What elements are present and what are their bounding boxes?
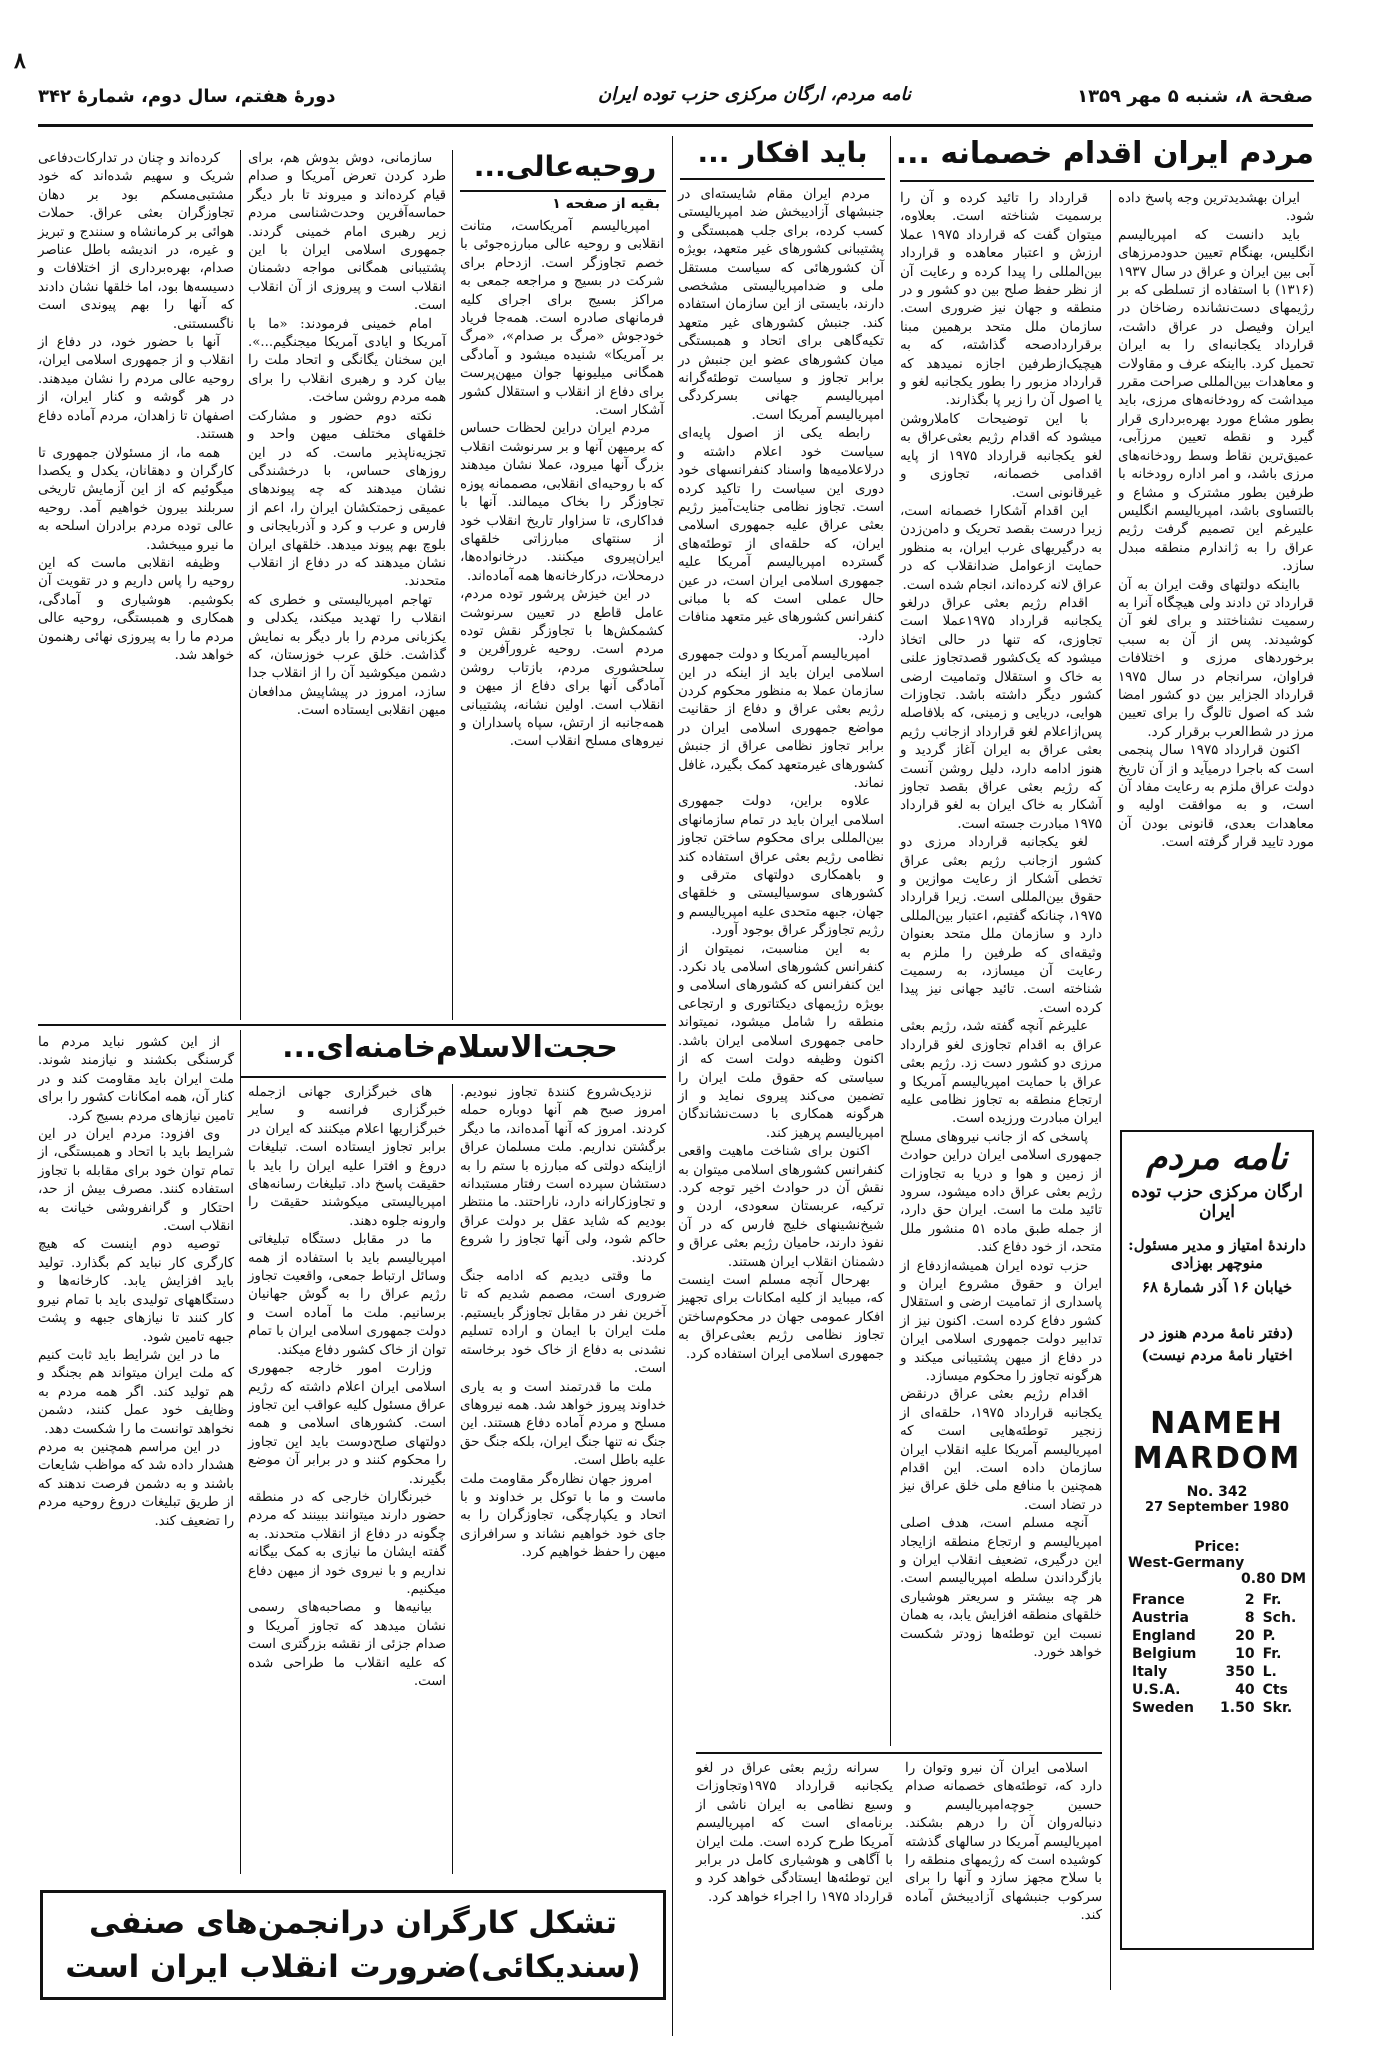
paragraph: حزب توده ایران همیشه‌ازدفاع از ایران و حقوق مشروع ایران و پاسداری از تمامیت ارضی و استقلال کشور دفاع کرده است. اکنون نیز از تدابیر دولت جمهوری اسلامی ایران در دفاع از میهن پشتیبانی میکند و هرگونه تجاوز را محکوم میسازد. <box>900 1258 1102 1384</box>
masthead-price-label: Price: <box>1194 1539 1240 1555</box>
price-country: England <box>1132 1628 1196 1644</box>
paragraph: بیانیه‌ها و مصاحبه‌های رسمی نشان میدهد که تجاوز آمریکا و صدام جزئی از نقشه بزرگتری است که علیه انقلاب ما طراحی شده است. <box>248 1600 446 1689</box>
paragraph: نکته دوم حضور و مشارکت خلقهای مختلف میهن واحد و تجزیه‌ناپذیر ماست. که در این روزهای حساس، با درخشندگی نشان میدهند که چه پیوندهای عمیقی زحمتکشان ایران را، اعم از فارس و عرب و کرد و آذربایجانی و بلوچ بهم پیوند میدهد. خلقهای ایران نشان میدهند که در دفاع از انقلاب متحدند. <box>248 408 446 590</box>
article-col-morale-2 <box>248 150 446 1018</box>
paragraph: امپریالیسم آمریکا و دولت جمهوری اسلامی ایران باید از اینکه در این سازمان عملا به منظور محکوم کردن رژیم بعثی عراق و دفاع از حقانیت مواضع جمهوری اسلامی ایران در برابر تجاوز نظامی عراق از جنبش کشورهای غیرمتعهد کمک بگیرد، غافل نماند. <box>678 647 884 791</box>
paragraph: ایران بهشدیدترین وجه پاسخ داده شود. <box>1118 191 1314 225</box>
paragraph: به این مناسبت، نمیتوان از کنفرانس کشورهای اسلامی یاد نکرد. این کنفرانس که کشورهای اسلامی و بویژه رژیمهای دیکتاتوری و ارتجاعی منطقه را شامل میشود، نمیتواند حامی جمهوری اسلامی ایران باشد. اکنون وظیفه دولت است که از سیاستی که حقوق ملت ایران را تضمین می‌کند پیروی نماید و از هرگونه همکاری با دست‌نشاندگان امپریالیسم پرهیز کند. <box>678 941 884 1141</box>
article-col-khamenei-2 <box>248 1084 446 1874</box>
section-rule <box>696 1752 1102 1754</box>
price-unit: Sch. <box>1262 1610 1297 1626</box>
column-divider <box>1110 190 1111 1990</box>
paragraph: علاوه براین، دولت جمهوری اسلامی ایران باید در تمام سازمانهای بین‌المللی برای محکوم ساختن تجاوز نظامی رژیم بعثی عراق استفاده کند و باهمکاری دولتهای مترقی و کشورهای سوسیالیستی و خلقهای جهان، جبهه متحدی علیه امپریالیسم و رژیم تجاوزگر عراق بوجود آورد. <box>678 794 884 939</box>
page-header <box>38 78 1313 128</box>
price-country: Italy <box>1132 1664 1168 1680</box>
column-divider <box>672 136 673 2036</box>
paragraph: در این مراسم همچنین به مردم هشدار داده شد که مواظب شایعات باشند و به دشمن فرصت ندهند که از طریق تبلیغات دروغ روحیه مردم را تضعیف کند. <box>38 1439 234 1529</box>
price-unit: Fr. <box>1262 1592 1282 1608</box>
masthead-editor-label: دارندهٔ امتیاز و مدیر مسئول: <box>1128 1236 1306 1254</box>
masthead-box <box>1120 1130 1314 1950</box>
price-amount: 2 <box>1244 1592 1255 1608</box>
headline-rule <box>240 1076 666 1078</box>
paragraph: بهرحال آنچه مسلم است اینست که، میباید از کلیه امکانات برای تجهیز افکار عمومی جهان در محکوم‌ساختن تجاوز نظامی رژیم بعثی‌عراق به جمهوری اسلامی ایران استفاده کرد. <box>678 1272 884 1362</box>
column-divider <box>240 1030 241 1874</box>
paragraph: ما وقتی دیدیم که ادامه جنگ ضروری است، مصمم شدیم که تا آخرین نفر در مقابل تجاوزگر بایستیم. ملت ایران با ایمان و اراده تسلیم نشدنی به دفاع از خاک خود برخاسته است. <box>460 1269 666 1377</box>
header-issue: دورهٔ هفتم، سال دوم، شمارهٔ ۳۴۲ <box>38 86 336 107</box>
paragraph: امام خمینی فرمودند: «ما با آمریکا و ایادی آمریکا میجنگیم...». این سخنان یگانگی و اتحاد ملت را بیان کرد و رهبری انقلاب را برای همه مردم روشن ساخت. <box>248 316 446 406</box>
price-amount: 8 <box>1244 1610 1255 1626</box>
price-unit: Skr. <box>1262 1700 1293 1716</box>
paragraph: رابطه یکی از اصول پایه‌ای سیاست خود اعلام داشته و درلاعلامیه‌ها واسناد کنفرانسهای خود دوری این سیاست را تاکید کرده است. تجاوز نظامی جنایت‌آمیز رژیم بعثی عراق علیه جمهوری اسلامی ایران، که حلقه‌ای از توطئه‌های گسترده امپریالیسم آمریکا علیه جمهوری اسلامی ایران است، در عین حال عملی است که با مبانی کنفرانس کشورهای غیر متعهد منافات دارد. <box>678 426 884 644</box>
column-divider <box>890 136 891 1746</box>
headline-khamenei: حجت‌الاسلام‌خامنه‌ای... <box>282 1030 618 1065</box>
price-table <box>1128 1591 1306 1717</box>
paragraph: آنها با حضور خود، در دفاع از انقلاب و از جمهوری اسلامی ایران، روحیه عالی مردم را نشان میدهند. در هر گوشه و کنار ایران، از اصفهان تا زاهدان، مردم آماده دفاع هستند. <box>38 335 234 443</box>
paragraph: از این کشور نباید مردم ما گرسنگی بکشند و نیازمند شوند. ملت ایران باید مقاومت کند و در کنار آن، همه امکانات کشور را برای تامین نیازهای مردم بسیج کرد. <box>38 1035 234 1124</box>
paragraph: وظیفه انقلابی ماست که این روحیه را پاس داریم و در تقویت آن بکوشیم. هوشیاری و آمادگی، همکاری و همبستگی، روحیه عالی مردم ما را به پیروزی نهائی رهنمون خواهد شد. <box>38 555 234 663</box>
price-amount: 10 <box>1235 1646 1255 1662</box>
masthead-editor: منوچهر بهزادی <box>1171 1254 1263 1272</box>
paragraph: امروز جهان نظاره‌گر مقاومت ملت ماست و ما با توکل بر خداوند و با اتحاد و یکپارچگی، تجاوزگران را به جای خود خواهیم نشاند و سرافرازی میهن را حفظ خواهیم کرد. <box>460 1471 666 1561</box>
paragraph: باید دانست که امپریالیسم انگلیس، بهنگام تعیین حدودمرزهای آبی بین ایران و عراق در سال ۱۹۳۷ (۱۳۱۶) با استفاده از تسلطی که بر رژیمهای دست‌نشانده رضاخان در ایران وفیصل در عراق داشت، قرارداد یکجانبه‌ای را به ایران تحمیل کرد. بااینکه عرف و مقاولات و معاهدات بین‌المللی صراحت مقرر میداشت که رودخانه‌های مرزی، باید بطور مشاع مورد بهره‌برداری قرار گیرد و نقطه تعیین مرزآبی، عمیق‌ترین نقاط وسط رودخانه‌های مرزی باشد، و امر اداره رودخانه با طرفین بطور مشترک و مشاع و بالتساوی باشد، امپریالیسم انگلیس علیرغم این تصمیم گرفت رژیم عراق را به ژاندارم منطقه مبدل سازد. <box>1118 227 1314 575</box>
masthead-latin-2: MARDOM <box>1132 1441 1302 1476</box>
price-country: Sweden <box>1132 1700 1194 1716</box>
price-row <box>1128 1663 1306 1681</box>
article-col-morale-1 <box>460 218 664 1018</box>
price-amount: 20 <box>1235 1628 1255 1644</box>
article-col-hostile-bottom <box>696 1760 1102 2030</box>
headline-must-think: باید افکار ... <box>697 136 868 169</box>
paragraph: ملت ما قدرتمند است و به یاری خداوند پیروز خواهد شد. همه نیروهای مسلح و مردم آماده دفاع هستند. این جنگ نه تنها جنگ ایران، بلکه جنگ حق علیه باطل است. <box>460 1379 666 1469</box>
article-col-morale-3 <box>38 150 234 1018</box>
paragraph: کرده‌اند و چنان در تدارکات‌دفاعی شریک و سهیم شده‌اند که خود مشتبی‌مسکم بود بر دهان تجاوزگران بعثی عراق. حملات هوائی بر کرمانشاه و سنندج و تبریز و غیره، در اندیشه باطل عناصر صدام، بهره‌برداری از اختلافات و دسیسه‌ها بود، اما خلقها نشان دادند که آنها را بهم پیوندی است ناگسستنی. <box>38 151 234 332</box>
headline-hostile-action: مردم ایران اقدام خصمانه ... <box>895 136 1314 171</box>
paragraph: علیرغم آنچه گفته شد، رژیم بعثی عراق به اقدام تجاوزی لغو قرارداد مرزی دو کشور دست زد. رژیم بعثی عراق با حمایت امپریالیسم آمریکا و ارتجاع منطقه به تجاوز نظامی علیه ایران مبادرت ورزیده است. <box>900 1019 1102 1127</box>
masthead-date: 27 September 1980 <box>1145 1500 1289 1515</box>
article-col-khamenei-3 <box>38 1034 234 1874</box>
price-unit: Fr. <box>1262 1646 1282 1662</box>
paragraph: سرانه رژیم بعثی عراق در لغو یکجانبه قرارداد ۱۹۷۵وتجاوزات وسیع نظامی به ایران ناشی از برنامه‌ای است که امپریالیسم آمریکا طرح کرده است. ملت ایران با آگاهی و هوشیاری کامل در برابر این توطئه‌ها ایستادگی خواهد کرد و قرارداد ۱۹۷۵ را اجراء خواهد کرد. <box>696 1761 893 1905</box>
price-row <box>1128 1591 1306 1609</box>
price-row <box>1128 1699 1306 1717</box>
headline-rule <box>900 180 1314 182</box>
article-col-must-think <box>678 186 884 1736</box>
paragraph: خبرنگاران خارجی که در منطقه حضور دارند میتوانند ببینند که مردم چگونه در دفاع از انقلاب متحدند. به گفته ایشان ما نیازی به کمک بیگانه نداریم و با نیروی خود از میهن دفاع میکنیم. <box>248 1489 446 1597</box>
workers-union-headline-line-1: تشکل کارگران درانجمن‌های صنفی <box>88 1905 618 1941</box>
headline-rule <box>680 178 885 180</box>
paragraph: ما در مقابل دستگاه تبلیغاتی امپریالیسم باید با استفاده از همه وسائل ارتباط جمعی، واقعیت تجاوز رژیم عراق را به گوش جهانیان برسانیم. ملت ما آماده است و دولت جمهوری اسلامی ایران با تمام توان از خاک کشور دفاع میکند. <box>248 1232 446 1358</box>
paragraph: اقدام رژیم بعثی عراق درلغو یکجانبه قرارداد ۱۹۷۵عملا است تجاوزی، که تنها در حالی اتخاذ میشود که یک‌کشور قصدتجاوز علنی به خاک و استقلال وتمامیت ارضی کشور دیگر داشته باشد. تجاوزات هوایی، دریایی و زمینی، که بلافاصله پس‌ازاعلام لغو قرارداد ازجانب رژیم بعثی عراق به ایران آغاز گردید و هنوز ادامه دارد، دلیل روشن آنست که رژیم بعثی عراق بقصد تجاوز آشکار به خاک ایران به لغو قرارداد ۱۹۷۵ مبادرت جسته است. <box>900 595 1102 832</box>
paragraph: با این توضیحات کاملاروشن میشود که اقدام رژیم بعثی‌عراق به لغو یکجانبه قرارداد ۱۹۷۵ از پایه اقدامی خصمانه، تجاوزی و غیرقانونی است. <box>900 411 1103 501</box>
price-row <box>1128 1681 1306 1699</box>
price-row <box>1128 1609 1306 1627</box>
headline-rule <box>460 190 666 192</box>
price-amount: 350 <box>1225 1664 1255 1680</box>
page-corner-mark: ۸ <box>14 48 26 74</box>
paragraph: اقدام رژیم بعثی عراق درنقض یکجانبه قرارداد ۱۹۷۵، حلقه‌ای از زنجیر توطئه‌هایی است که امپریالیسم آمریکا علیه انقلاب ایران سازمان داده است. این اقدام همچنین با منافع ملی خلق عراق نیز در تضاد است. <box>900 1387 1102 1513</box>
header-date: صفحة ۸، شنبه ۵ مهر ۱۳۵۹ <box>1077 86 1313 107</box>
price-amount: 40 <box>1235 1682 1255 1698</box>
workers-union-headline-box <box>40 1890 666 2000</box>
price-country: France <box>1132 1592 1185 1608</box>
paragraph: اسلامی ایران آن نیرو وتوان را دارد که، توطئه‌های خصمانه صدام حسین جوچه‌امپریالیسم و دنباله‌روان آن را درهم بشکند. امپریالیسم آمریکا در سالهای گذشته کوشیده است که رژیمهای منطقه را با سلاح مجهز سازد و آنها را برای سرکوب جنبشهای آزادیبخش آماده کند. <box>905 1761 1102 1924</box>
paragraph: لغو یکجانبه قرارداد مرزی دو کشور ازجانب رژیم بعثی عراق تخطی آشکار از رعایت موازین و حقوق بین‌المللی است. زیرا قرارداد ۱۹۷۵، چنانکه گفتیم، اعتبار بین‌المللی دارد و سازمان ملل متحد بعنوان وثیقه‌ای که طرفین را ملزم به رعایت آن میسازد، به رسمیت شناخته است. تائید جهانی نیز پیدا کرده است. <box>900 835 1102 1016</box>
paragraph: وزارت امور خارجه جمهوری اسلامی ایران اعلام داشته که رژیم عراق مسئول کلیه عواقب این تجاوز است. کشورهای اسلامی و همه دولتهای صلح‌دوست باید این تجاوز را محکوم کنند و در برابر آن موضع بگیرند. <box>248 1361 446 1487</box>
headline-morale: روحیه‌عالی... <box>473 150 657 183</box>
masthead-subtitle: ارگان مرکزی حزب توده ایران <box>1131 1182 1303 1222</box>
paragraph: توصیه دوم اینست که هیچ کارگری کار نباید کم بگذارد. تولید باید افزایش یابد. کارخانه‌ها و دستگاههای تولیدی باید با تمام نیرو کار کنند تا نیازهای جبهه و پشت جبهه تامین شود. <box>38 1237 234 1345</box>
paragraph: همه ما، از مسئولان جمهوری تا کارگران و دهقانان، یکدل و یکصدا میگوئیم که از این آزمایش تاریخی سربلند بیرون خواهیم آمد. روحیه عالی توده مردم برادران اسلحه به ما نیرو میبخشد. <box>38 445 234 553</box>
price-country: Austria <box>1132 1610 1189 1626</box>
price-row <box>1128 1645 1306 1663</box>
paragraph: در این خیزش پرشور توده مردم، عامل قاطع در تعیین سرنوشت کشمکش‌ها با تجاوزگر نقش توده مردم است. روحیه غرورآفرین و سلحشوری مردم، بازتاب روشن آمادگی آنها برای دفاع از میهن و انقلاب است. اولین نشانه، پشتیبانی همه‌جانبه از ارتش، سپاه پاسداران و نیروهای مسلح انقلاب است. <box>460 587 664 750</box>
column-divider <box>452 150 453 1020</box>
paragraph: بااینکه دولتهای وقت ایران به آن قرارداد تن دادند ولی هیچگاه آنرا به رسمیت نشناختند و برای لغو آن کوشیدند. پس از آن به سبب برخوردهای مرزی و اختلافات فراوان، سرانجام در سال ۱۹۷۵ قرارداد الجزایر بین دو کشور امضا شد که اصول تالوگ را برای تعیین مرز در شط‌العرب برقرار کرد. <box>1118 577 1314 740</box>
masthead-germany: West-Germany <box>1128 1555 1245 1571</box>
paragraph: پاسخی که از جانب نیروهای مسلح جمهوری اسلامی ایران دراین حوادث از زمین و هوا و دریا به تجاوزات رژیم بعثی عراق داده میشود، سرود تائید ملت ما است. ایران حق دارد، از جمله طبق ماده ۵۱ منشور ملل متحد، از خود دفاع کند. <box>900 1129 1102 1256</box>
paragraph: های خبرگزاری جهانی ازجمله خبرگزاری فرانسه و سایر خبرگزاریها اعلام میکنند که ایران در برابر تجاوز ایستاده است. تبلیغات دروغ و افترا علیه ایران را باید با حقیقت پاسخ داد. تبلیغات رسانه‌های امپریالیستی میکوشند حقیقت را وارونه جلوه دهند. <box>248 1085 446 1229</box>
masthead-number: No. 342 <box>1186 1484 1248 1500</box>
paragraph: اکنون برای شناخت ماهیت واقعی کنفرانس کشورهای اسلامی میتوان به نقش آن در حوادث اخیر توجه کرد. ترکیه، عربستان سعودی، اردن و شیخ‌نشینهای خلیج فارس که در آن نفوذ دارند، حامیان رژیم بعثی عراق و دشمنان انقلاب ایران هستند. <box>678 1144 884 1270</box>
price-unit: L. <box>1262 1664 1277 1680</box>
price-amount: 1.50 <box>1220 1700 1255 1716</box>
article-col-hostile-2 <box>900 190 1102 1750</box>
masthead-germany-price: 0.80 DM <box>1241 1571 1306 1587</box>
section-rule <box>38 1024 666 1026</box>
price-unit: Cts <box>1262 1682 1288 1698</box>
masthead-name: نامه مردم <box>1146 1138 1288 1178</box>
paragraph: این اقدام آشکارا خصمانه است، زیرا درست بقصد تحریک و دامن‌زدن به درگیریهای غرب ایران، به منظور حمایت ازعوامل ضدانقلاب که در عراق لانه کرده‌اند، انجام شده است. <box>900 503 1102 593</box>
price-country: U.S.A. <box>1132 1682 1181 1698</box>
column-divider <box>240 150 241 1020</box>
paragraph: مردم ایران مقام شایسته‌ای در جنبشهای آزادیبخش ضد امپریالیستی کسب کرده، برای جلب همبستگی و پشتیبانی کشورهای غیر متعهد، بویژه آن کشورهائی که سیاست مستقل ملی و ضدامپریالیستی مشخصی دارند، بایستی از این سازمان استفاده کند. جنبش کشورهای غیر متعهد تکیه‌گاهی برای اتحاد و همبستگی میان کشورهای عضو این جنبش در برابر تجاوز و سیاست توطئه‌گرانه امپریالیسم جهانی بسرکردگی امپریالیسم آمریکا است. <box>678 187 884 423</box>
article-col-hostile-1 <box>1118 190 1314 1290</box>
price-unit: P. <box>1262 1628 1276 1644</box>
paragraph: ما در این شرایط باید ثابت کنیم که ملت ایران میتواند هم بجنگد و هم تولید کند. اگر همه مردم به وظایف خود عمل کنند، دشمن نخواهد توانست ما را شکست دهد. <box>38 1347 234 1437</box>
masthead-latin-1: NAMEH <box>1150 1406 1284 1441</box>
price-country: Belgium <box>1132 1646 1197 1662</box>
paragraph: نزدیک‌شروع کنندهٔ تجاوز نبودیم. امروز صبح هم آنها دوباره حمله کردند. امروز که آنها آمده‌اند، ما دیگر برگشتن نداریم. ملت مسلمان عراق ازاینکه دولتی که مبارزه با ستم را به دستشان سپرده است رفتار مستبدانه و تجاوزکارانه دارد، ناراحتند. ما منتظر بودیم که شاید عقل بر دولت عراق حاکم شود، ولی آنها تجاوز را شروع کردند. <box>460 1085 666 1266</box>
article-col-khamenei-1 <box>460 1084 666 1874</box>
column-divider <box>452 1084 453 1874</box>
workers-union-headline-line-2: (سندیکائی)ضرورت انقلاب ایران است <box>65 1949 641 1985</box>
morale-subtitle: بقیه از صفحه ۱ <box>552 196 660 212</box>
paragraph: تهاجم امپریالیستی و خطری که انقلاب را تهدید میکند، یکدلی و یکزبانی مردم را بار دیگر به نمایش گذاشت. خلق عرب خوزستان، که دشمن میکوشید آن را از انقلاب جدا سازد، امروز در پیشاپیش مدافعان میهن انقلابی ایستاده است. <box>248 592 446 719</box>
paragraph: اکنون قرارداد ۱۹۷۵ سال پنجمی است که باجرا درمیآید و از آن تاریخ دولت عراق ملزم به رعایت مفاد آن است، و به موافقت اولیه و معاهدات بعدی، قانونی بودن آن مورد تایید قرار گرفته است. <box>1118 743 1314 851</box>
masthead-note: (دفتر نامهٔ مردم هنوز در اختیار نامهٔ مردم نیست) <box>1140 1324 1294 1364</box>
paragraph: مردم ایران دراین لحظات حساس که برمیهن آنها و بر سرنوشت انقلاب بزرگ آنها میرود، عملا نشان میدهند که با روحیه‌ای انقلابی، مصممانه پوزه تجاوزگر را بخاک میمالند. آنها با فداکاری، تا سزاوار تاریخ انقلاب خود از سنتهای مبارزاتی خلقهای ایران‌پیروی میکنند. درخانواده‌ها، درمحلات، درکارخانه‌ها همه آماده‌اند. <box>460 421 664 584</box>
masthead-address: خیابان ۱۶ آذر شمارهٔ ۶۸ <box>1141 1278 1293 1296</box>
paragraph: قرارداد را تائید کرده و آن را برسمیت شناخته است. بعلاوه، میتوان گفت که قرارداد ۱۹۷۵ عملا ارزش و اعتبار معاهده و قرارداد بین‌المللی را پیدا کرده و رعایت آن از نظر حفظ صلح بین دو کشور و در منطقه و جهان نیز ضروری است. سازمان ملل متحد برهمین مبنا برقراردادصحه گذاشته، که به هیچیک‌ازطرفین اجازه نمیدهد که قرارداد مزبور را بطور یکجانبه لغو و یا اصول آن را زیر پا بگذارند. <box>900 191 1102 409</box>
price-row <box>1128 1627 1306 1645</box>
paragraph: وی افزود: مردم ایران در این شرایط باید با اتحاد و همبستگی، از تمام توان خود برای مقابله با تجاوز استفاده کنند. مصرف بیش از حد، احتکار و گرانفروشی خیانت به انقلاب است. <box>38 1127 234 1235</box>
header-paper-name: نامه مردم، ارگان مرکزی حزب توده ایران <box>598 84 911 105</box>
paragraph: امپریالیسم آمریکاست، متانت انقلابی و روحیه عالی مبارزه‌جوئی با خصم تجاوزگر است. ازدحام برای شرکت در بسیج و مراجعه جمعی به مراکز بسیج برای اجرای کلیه فرمانهای صادره است. همه‌جا فریاد خودجوش «مرگ بر صدام»، «مرگ بر آمریکا» شنیده میشود و آمادگی همگانی میلیونها جوان میهن‌پرست برای دفاع از انقلاب و استقلال کشور آشکار است. <box>460 219 664 419</box>
header-rule <box>38 124 1313 127</box>
paragraph: آنچه مسلم است، هدف اصلی امپریالیسم و ارتجاع منطقه ازایجاد این درگیری، تضعیف انقلاب ایران و بازگرداندن سلطه امپریالیسم است. هر چه بیشتر و سریعتر هوشیاری خلقهای منطقه افزایش یابد، به همان نسبت این توطئه‌ها زودتر شکست خواهد خورد. <box>900 1516 1102 1661</box>
paragraph: سازمانی، دوش بدوش هم، برای طرد کردن تعرض آمریکا و صدام قیام کرده‌اند و میروند تا بار دیگر حماسه‌آفرین وحدت‌شناسی مردم زیر رهبری امام خمینی گردند. جمهوری اسلامی ایران با این پشتیبانی همگانی مواجه دشمنان انقلاب است و پیروزی از آن انقلاب است. <box>248 151 446 314</box>
